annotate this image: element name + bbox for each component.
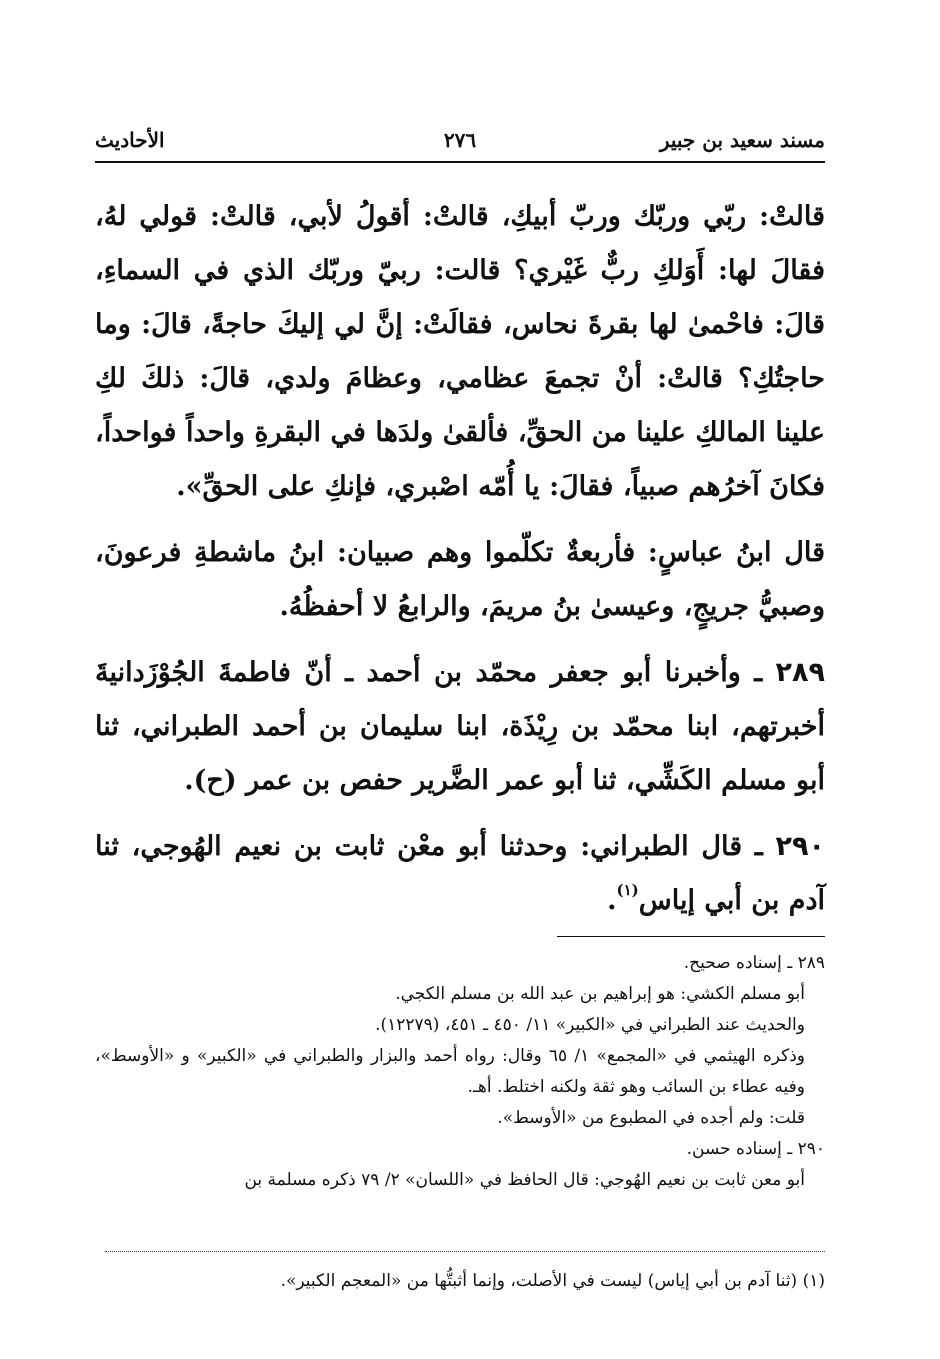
note-289-comment: قلت: ولم أجده في المطبوع من «الأوسط». [497,1108,805,1128]
hadith-290-end: . [607,885,617,916]
note-289-narrator: أبو مسلم الكشي: هو إبراهيم بن عبد الله بن مسلم الكجي. [395,984,805,1004]
book-title: مسند سعيد بن جبير [659,128,825,152]
hadith-289 [95,646,825,808]
dotted-separator [105,1251,825,1252]
page-footnote: (١) (ثنا آدم بن أبي إياس) ليست في الأصلت، وإنما أثبتُّها من «المعجم الكبير». [280,1271,825,1291]
header-rule [95,161,825,163]
note-289-grade: ٢٨٩ ـ إسناده صحيح. [683,953,825,973]
hadith-290 [95,820,825,928]
takhrij-notes [95,948,825,1196]
hadith-continuation-paragraph: قالتْ: ربّي وربّك وربّ أبيكِ، قالتْ: أقولُ لأبي، قالتْ: قولي لهُ، فقالَ لها: أَوَلكِ ربٌّ غَيْري؟ قالت: ربيّ وربّك الذي في السماءِ، قالَ: فاحْمىٰ لها بقرةَ نحاس، فقالَتْ: إنَّ لي إليكَ حاجةً، قالَ: وما حاجتُكِ؟ قالتْ: أنْ تجمعَ عظامي، وعظامَ ولدي، قالَ: ذلكَ لكِ علينا المالكِ علينا من الحقِّ، فألقىٰ ولدَها في البقرةِ واحداً فواحداً، فكانَ آخرُهم صبياً، فقالَ: يا أُمّه اصْبري، فإنكِ على الحقِّ». [95,201,825,502]
hadith-290-text: ـ قال الطبراني: وحدثنا أبو معْن ثابت بن نعيم الهُوجي، ثنا آدم بن أبي إياس [95,831,825,916]
page-number: ٢٧٦ [443,128,477,152]
ibn-abbas-paragraph: قال ابنُ عباسٍ: فأربعةٌ تكلّموا وهم صبيان: ابنُ ماشطةِ فرعونَ، وصبيُّ جريجٍ، وعيسىٰ بنُ مريمَ، والرابعُ لا أحفظُهُ. [95,537,825,622]
note-290-narrator: أبو معن ثابت بن نعيم الهُوجي: قال الحافظ في «اللسان» ٢/ ٧٩ ذكره مسلمة بن [244,1170,805,1190]
footnote-rule [557,936,825,937]
main-text [95,190,825,928]
note-289-haythami: وذكره الهيثمي في «المجمع» ١/ ٦٥ وقال: رواه أحمد والبزار والطبراني في «الكبير» و «الأوسط»، وفيه عطاء بن السائب وهو ثقة ولكنه اختلط. أهـ. [95,1046,805,1097]
hadith-number-290: ٢٩٠ [775,831,825,862]
hadith-289-text: ـ وأخبرنا أبو جعفر محمّد بن أحمد ـ أنّ فاطمةَ الجُوْزَدانيةَ أخبرتهم، ابنا محمّد بن رِيْذَة، ابنا سليمان بن أحمد الطبراني، ثنا أبو مسلم الكَشِّي، ثنا أبو عمر الضَّرير حفص بن عمر (ح). [95,657,825,796]
running-header [95,125,825,161]
note-289-source: والحديث عند الطبراني في «الكبير» ١١/ ٤٥٠ ـ ٤٥١، (١٢٢٧٩). [375,1015,805,1035]
note-290-grade: ٢٩٠ ـ إسناده حسن. [686,1139,825,1159]
footnote-reference[interactable]: (١) [616,881,639,899]
hadith-number-289: ٢٨٩ [775,657,825,688]
section-title: الأحاديث [95,128,165,152]
